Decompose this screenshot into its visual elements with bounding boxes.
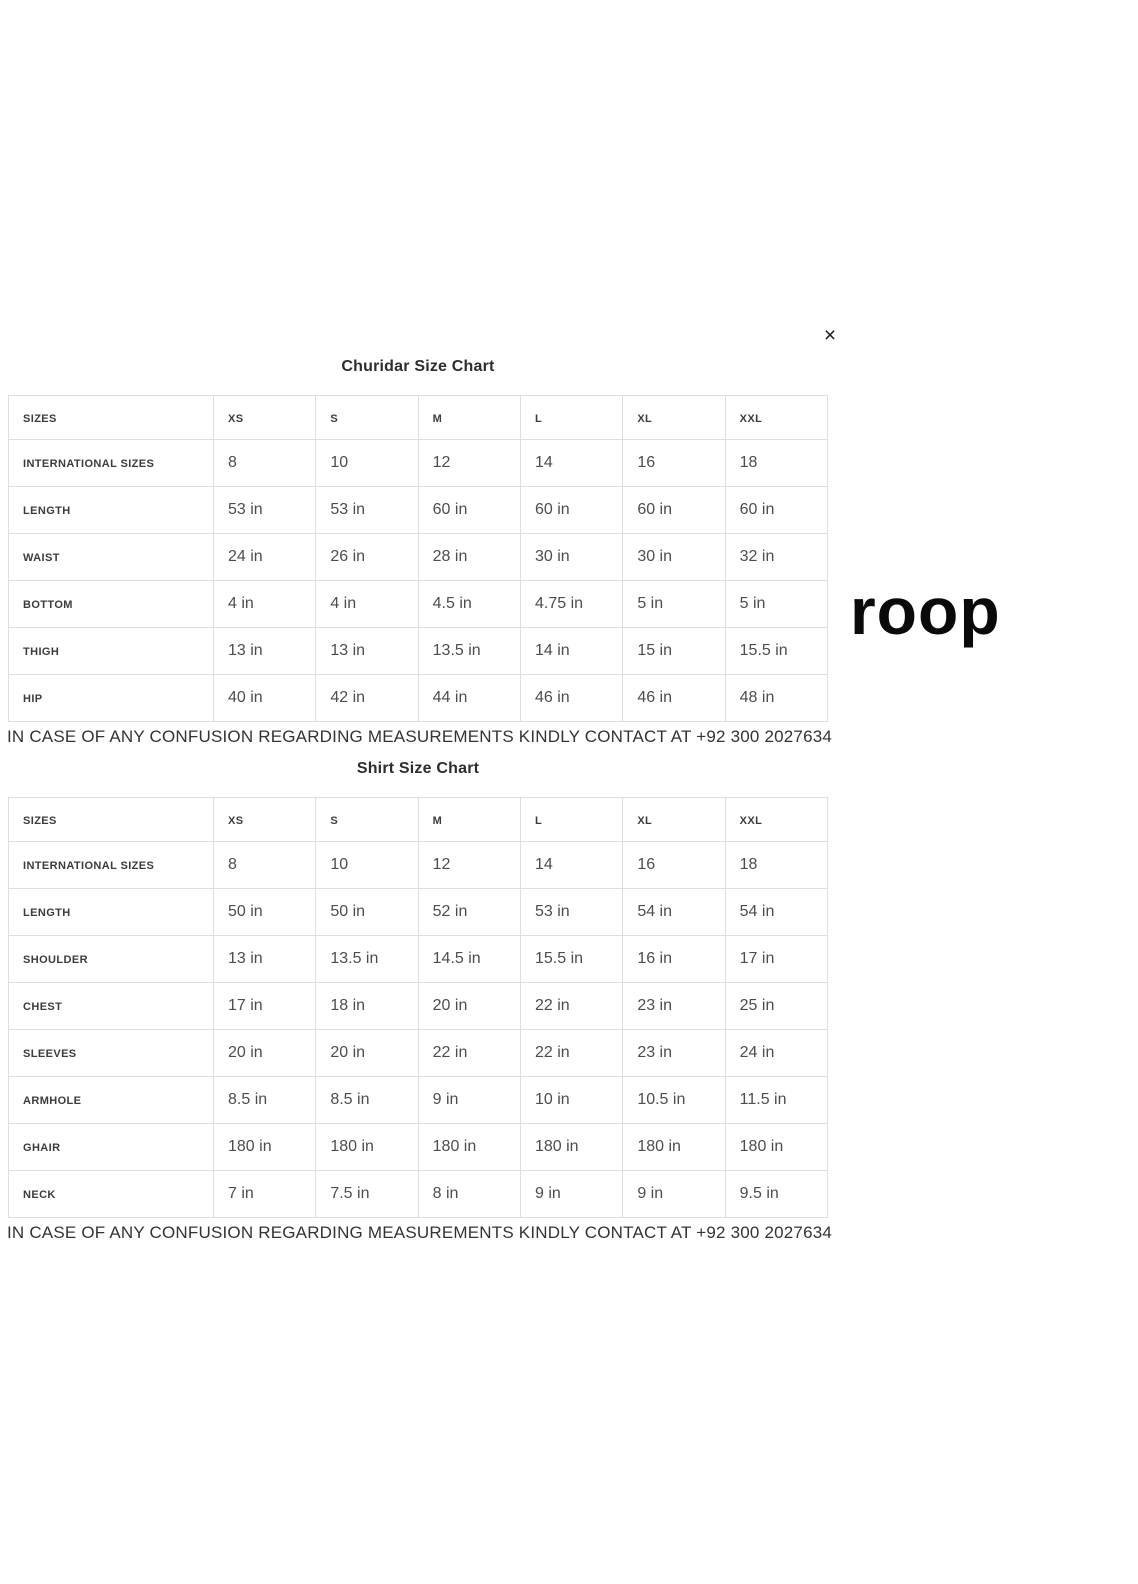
table-row <box>9 1124 828 1171</box>
size-value: 9 in <box>637 1185 664 1202</box>
row-label: THIGH <box>23 646 60 658</box>
size-value: 15.5 in <box>739 642 788 659</box>
size-value: 180 in <box>432 1138 477 1155</box>
size-value: 180 in <box>739 1138 784 1155</box>
size-value: 11.5 in <box>739 1091 787 1108</box>
size-value: 26 in <box>330 548 366 565</box>
size-value: 8 <box>228 856 237 873</box>
size-value: 25 in <box>739 997 775 1014</box>
size-value: 4 in <box>228 595 254 612</box>
size-value: 42 in <box>330 689 366 706</box>
size-value: 15 in <box>637 642 673 659</box>
size-value: 7 in <box>228 1185 254 1202</box>
header-cell: XXL <box>739 412 763 425</box>
size-value: 180 in <box>534 1138 579 1155</box>
table-row <box>9 889 828 936</box>
header-cell: SIZES <box>23 814 57 827</box>
shirt-size-table <box>8 797 828 1218</box>
size-value: 44 in <box>432 689 468 706</box>
header-cell: XS <box>228 412 244 425</box>
header-cell: SIZES <box>23 412 57 425</box>
size-value: 50 in <box>228 903 263 920</box>
table-row <box>9 675 828 722</box>
size-value: 22 in <box>534 1044 570 1061</box>
shirt-contact-note: IN CASE OF ANY CONFUSION REGARDING MEASUREMENTS KINDLY CONTACT AT +92 300 2027634 <box>7 1223 833 1242</box>
size-value: 14.5 in <box>432 950 481 967</box>
row-label: WAIST <box>23 552 60 564</box>
size-value: 40 in <box>228 689 263 706</box>
size-value: 9 in <box>432 1091 459 1108</box>
header-cell: M <box>432 412 443 425</box>
size-value: 10.5 in <box>637 1091 686 1108</box>
churidar-contact-note: IN CASE OF ANY CONFUSION REGARDING MEASUREMENTS KINDLY CONTACT AT +92 300 2027634 <box>7 727 833 746</box>
row-label: INTERNATIONAL SIZES <box>23 458 155 470</box>
table-row <box>9 628 828 675</box>
size-value: 50 in <box>330 903 366 920</box>
table-row <box>9 983 828 1030</box>
size-value: 54 in <box>739 903 775 920</box>
header-cell: L <box>534 814 543 827</box>
row-label: HIP <box>23 693 43 705</box>
shirt-size-chart-section <box>7 760 833 1243</box>
size-value: 20 in <box>228 1044 263 1061</box>
size-value: 4.5 in <box>432 595 472 612</box>
roop-logo: roop <box>850 574 1001 648</box>
table-header-row <box>9 798 828 842</box>
size-value: 180 in <box>330 1138 374 1155</box>
row-label: INTERNATIONAL SIZES <box>23 860 155 872</box>
size-value: 14 <box>534 454 553 471</box>
size-value: 60 in <box>739 501 775 518</box>
size-value: 15.5 in <box>534 950 584 967</box>
size-value: 16 <box>637 454 656 471</box>
header-cell: XL <box>637 814 653 827</box>
row-label: ARMHOLE <box>23 1095 82 1107</box>
close-icon[interactable]: × <box>823 324 837 347</box>
table-row <box>9 487 828 534</box>
size-value: 8 <box>228 454 237 471</box>
row-label: CHEST <box>23 1001 63 1013</box>
size-value: 60 in <box>534 501 570 518</box>
header-cell: M <box>432 814 443 827</box>
header-cell: XS <box>228 814 244 827</box>
size-value: 53 in <box>228 501 263 518</box>
size-value: 13.5 in <box>330 950 379 967</box>
size-value: 7.5 in <box>330 1185 370 1202</box>
table-row <box>9 534 828 581</box>
size-value: 13 in <box>330 642 366 659</box>
row-label: LENGTH <box>23 907 71 919</box>
size-value: 20 in <box>330 1044 366 1061</box>
size-value: 46 in <box>637 689 673 706</box>
size-value: 22 in <box>432 1044 468 1061</box>
size-value: 14 in <box>534 642 570 659</box>
size-value: 23 in <box>637 1044 673 1061</box>
header-cell: L <box>534 412 543 425</box>
size-value: 24 in <box>228 548 263 565</box>
size-value: 5 in <box>739 595 766 612</box>
size-value: 23 in <box>637 997 673 1014</box>
size-value: 60 in <box>637 501 673 518</box>
table-row <box>9 1077 828 1124</box>
size-value: 17 in <box>228 997 263 1014</box>
size-value: 18 in <box>330 997 366 1014</box>
table-row <box>9 581 828 628</box>
table-header-row <box>9 396 828 440</box>
churidar-size-chart-section <box>7 358 833 747</box>
churidar-chart-title: Churidar Size Chart <box>341 358 495 375</box>
table-row <box>9 1171 828 1218</box>
size-value: 13 in <box>228 642 263 659</box>
size-value: 53 in <box>330 501 366 518</box>
size-value: 12 <box>432 856 451 873</box>
size-value: 10 in <box>534 1091 570 1108</box>
header-cell: XXL <box>739 814 763 827</box>
header-cell: S <box>330 814 339 827</box>
size-value: 18 <box>739 454 758 471</box>
size-value: 16 in <box>637 950 673 967</box>
size-value: 8.5 in <box>330 1091 370 1108</box>
row-label: GHAIR <box>23 1142 61 1154</box>
table-row <box>9 1030 828 1077</box>
size-value: 9 in <box>534 1185 561 1202</box>
size-value: 24 in <box>739 1044 775 1061</box>
row-label: SHOULDER <box>23 954 88 966</box>
size-value: 54 in <box>637 903 673 920</box>
churidar-size-table <box>8 395 828 722</box>
header-cell: S <box>330 412 339 425</box>
size-value: 28 in <box>432 548 468 565</box>
size-value: 13 in <box>228 950 263 967</box>
size-value: 48 in <box>739 689 775 706</box>
size-value: 13.5 in <box>432 642 481 659</box>
shirt-chart-title: Shirt Size Chart <box>356 760 480 777</box>
size-value: 20 in <box>432 997 468 1014</box>
size-value: 30 in <box>534 548 570 565</box>
size-value: 180 in <box>228 1138 272 1155</box>
size-value: 10 <box>330 856 349 873</box>
size-value: 17 in <box>739 950 775 967</box>
size-value: 60 in <box>432 501 468 518</box>
row-label: NECK <box>23 1189 56 1201</box>
row-label: BOTTOM <box>23 599 73 611</box>
table-row <box>9 440 828 487</box>
size-value: 32 in <box>739 548 775 565</box>
row-label: SLEEVES <box>23 1048 77 1060</box>
size-value: 180 in <box>637 1138 681 1155</box>
size-value: 46 in <box>534 689 570 706</box>
size-value: 53 in <box>534 903 570 920</box>
size-value: 16 <box>637 856 656 873</box>
table-row <box>9 936 828 983</box>
size-value: 30 in <box>637 548 673 565</box>
table-row <box>9 842 828 889</box>
size-value: 18 <box>739 856 758 873</box>
size-value: 9.5 in <box>739 1185 779 1202</box>
size-value: 10 <box>330 454 349 471</box>
size-value: 8 in <box>432 1185 459 1202</box>
size-value: 4.75 in <box>534 595 584 612</box>
size-value: 22 in <box>534 997 570 1014</box>
size-value: 52 in <box>432 903 468 920</box>
size-value: 12 <box>432 454 451 471</box>
size-value: 14 <box>534 856 553 873</box>
row-label: LENGTH <box>23 505 71 517</box>
size-value: 8.5 in <box>228 1091 268 1108</box>
header-cell: XL <box>637 412 653 425</box>
size-value: 4 in <box>330 595 357 612</box>
size-value: 5 in <box>637 595 664 612</box>
